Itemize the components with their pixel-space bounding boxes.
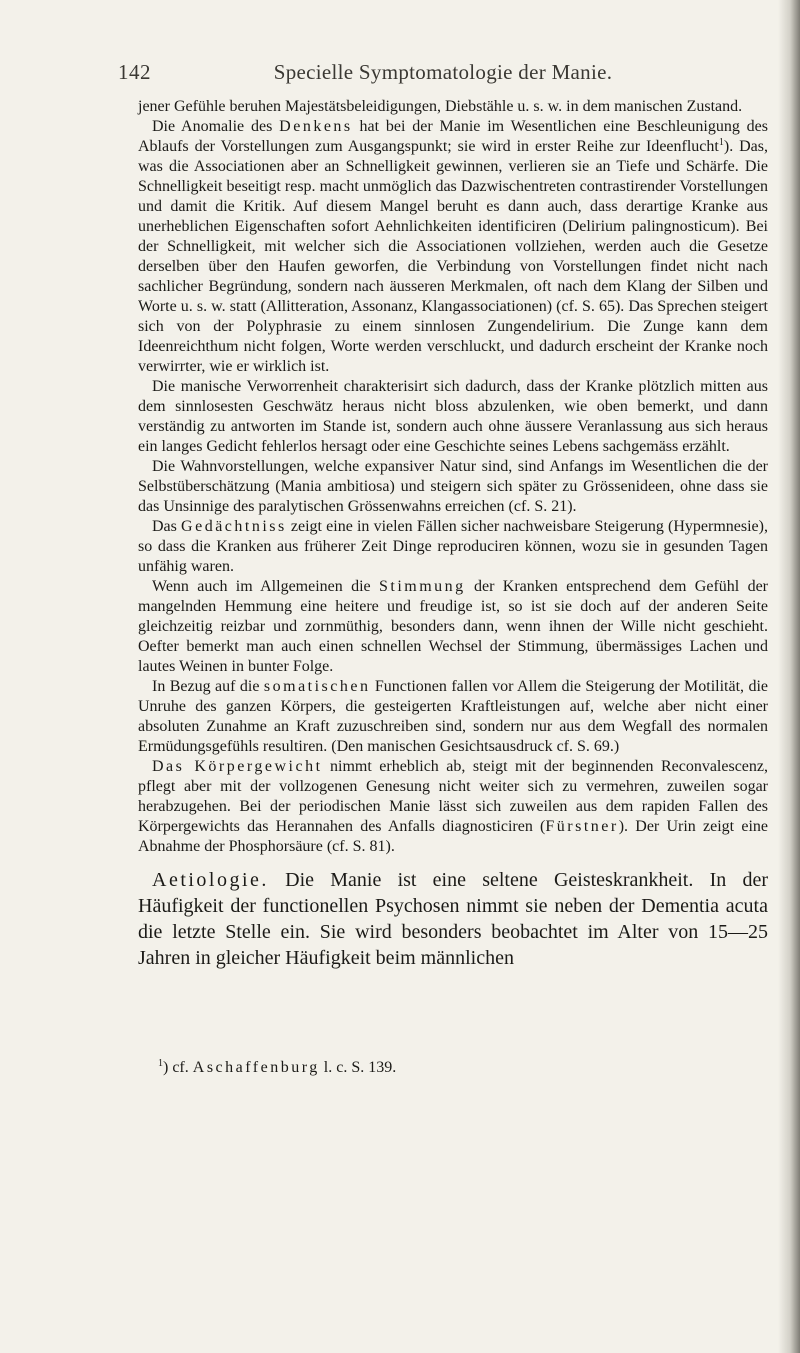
paragraph-aetiologie: Aetiologie. Die Manie ist eine seltene Geisteskrankheit. In der Häufigkeit der functionellen Psychosen nimmt sie neben der Dementia acuta die letzte Stelle ein. Sie wird besonders beobachtet im Alter von 15—25 Jahren in gleicher Häufigkeit beim männlichen [138,869,768,969]
page-number: 142 [118,60,151,84]
page-header [118,60,768,90]
spaced-term: somatischen [263,678,371,695]
paragraph-3: Die manische Verworrenheit charakterisirt sich dadurch, dass der Kranke plötzlich mitten aus dem sinnlosesten Geschwätz heraus nicht bloss abzulenken, wie oben bemerkt, und dann verständig zu antworten im Stande ist, sondern auch ohne äussere Veranlassung aus sich heraus ein langes Gedicht fehlerlos hersagt oder eine Geschichte seines Lebens sachgemäss erzählt. [138,378,768,455]
footnote: $^1$) cf. Aschaffenburg l. c. S. 139. [158,1058,397,1076]
footnote-marker: 1 [158,1058,163,1069]
section-heading: Aetiologie. [152,869,269,891]
paragraph-1: jener Gefühle beruhen Majestätsbeleidigungen, Diebstähle u. s. w. in dem manischen Zustand. [138,98,743,115]
footnote-ref: 1 [718,137,724,148]
paragraph-2: Die Anomalie des Denkens hat bei der Manie im Wesentlichen eine Beschleunigung des Ablaufs der Vorstellungen zum Ausgangspunkt; sie wird in erster Reihe zur Ideenflucht$^1$). Das, was die Associationen aber an Schnelligkeit gewinnen, verlieren sie an Tiefe und Schärfe. Die Schnelligkeit beseitigt resp. macht unmöglich das Dazwischentreten contrastirender Vorstellungen und damit die Kritik. Auf diesem Mangel beruht es dann auch, dass derartige Kranke aus unerheblichen Eigenschaften sofort Aehnlichkeiten identificiren (Delirium palingnosticum). Bei der Schnelligkeit, mit welcher sich die Associationen vollziehen, werden auch die Gesetze derselben über den Haufen geworfen, die Verbindung von Vorstellungen findet nicht nach sachlicher Begründung, sondern nach äusseren Merkmalen, oft nach dem Klang der Silben und Worte u. s. w. statt (Allitteration, Assonanz, Klangassociationen) (cf. S. 65). Das Sprechen steigert sich von der Polyphrasie zu einem sinnlosen Zungendelirium. Die Zunge kann dem Ideenreichthum nicht folgen, Worte werden verschluckt, und dadurch erscheint der Kranke noch verwirrter, wie er wirklich ist. [138,118,769,375]
spaced-term: Denkens [279,118,353,135]
spaced-term: Stimmung [378,578,466,595]
paragraph-5: Das Gedächtniss zeigt eine in vielen Fällen sicher nachweisbare Steigerung (Hypermnesie), so dass die Kranken aus früherer Zeit Dinge reproduciren können, wozu sie in gesunden Tagen unfähig waren. [138,518,768,575]
spaced-term: Das Körpergewicht [152,758,323,775]
paragraph-8: Das Körpergewicht nimmt erheblich ab, steigt mit der beginnenden Reconvalescenz, pflegt aber mit der vollzogenen Genesung nicht weiter sich zu vermehren, zuweilen sogar herabzugehen. Bei der periodischen Manie lässt sich zuweilen aus dem rapiden Fallen des Körpergewichts das Herannahen des Anfalls diagnosticiren (Fürstner). Der Urin zeigt eine Abnahme der Phosphorsäure (cf. S. 81). [138,758,769,855]
running-title: Specielle Symptomatologie der Manie. [273,60,613,84]
paragraph-7: In Bezug auf die somatischen Functionen fallen vor Allem die Steigerung der Motilität, die Unruhe des ganzen Körpers, die gesteigerten Kraftleistungen auf, welche aber nicht einer absoluten Zunahme an Kraft zuzuschreiben sind, sondern nur aus dem Wegfall des normalen Ermüdungsgefühls resultiren. (Den manischen Gesichtsausdruck cf. S. 69.) [138,678,768,755]
body-text [138,97,768,971]
spaced-term: Gedächtniss [181,518,287,535]
author-name: Fürstner [545,818,619,835]
paragraph-4: Die Wahnvorstellungen, welche expansiver Natur sind, sind Anfangs im Wesentlichen die der Selbstüberschätzung (Mania ambitiosa) und steigern sich später zu Grössenideen, ohne dass sie das Unsinnige des paralytischen Grössenwahns erreichen (cf. S. 21). [138,458,768,515]
page-edge-shadow [778,0,800,1353]
author-name: Aschaffenburg [192,1059,320,1076]
paragraph-6: Wenn auch im Allgemeinen die Stimmung der Kranken entsprechend dem Gefühl der mangelnden Hemmung eine heitere und freudige ist, so ist sie doch auf der anderen Seite gleichzeitig reizbar und zornmüthig, besonders dann, wenn ihnen der Wille nicht geschieht. Oefter bemerkt man auch einen schnellen Wechsel der Stimmung, übermässiges Lachen und lautes Weinen in bunter Folge. [138,578,768,675]
